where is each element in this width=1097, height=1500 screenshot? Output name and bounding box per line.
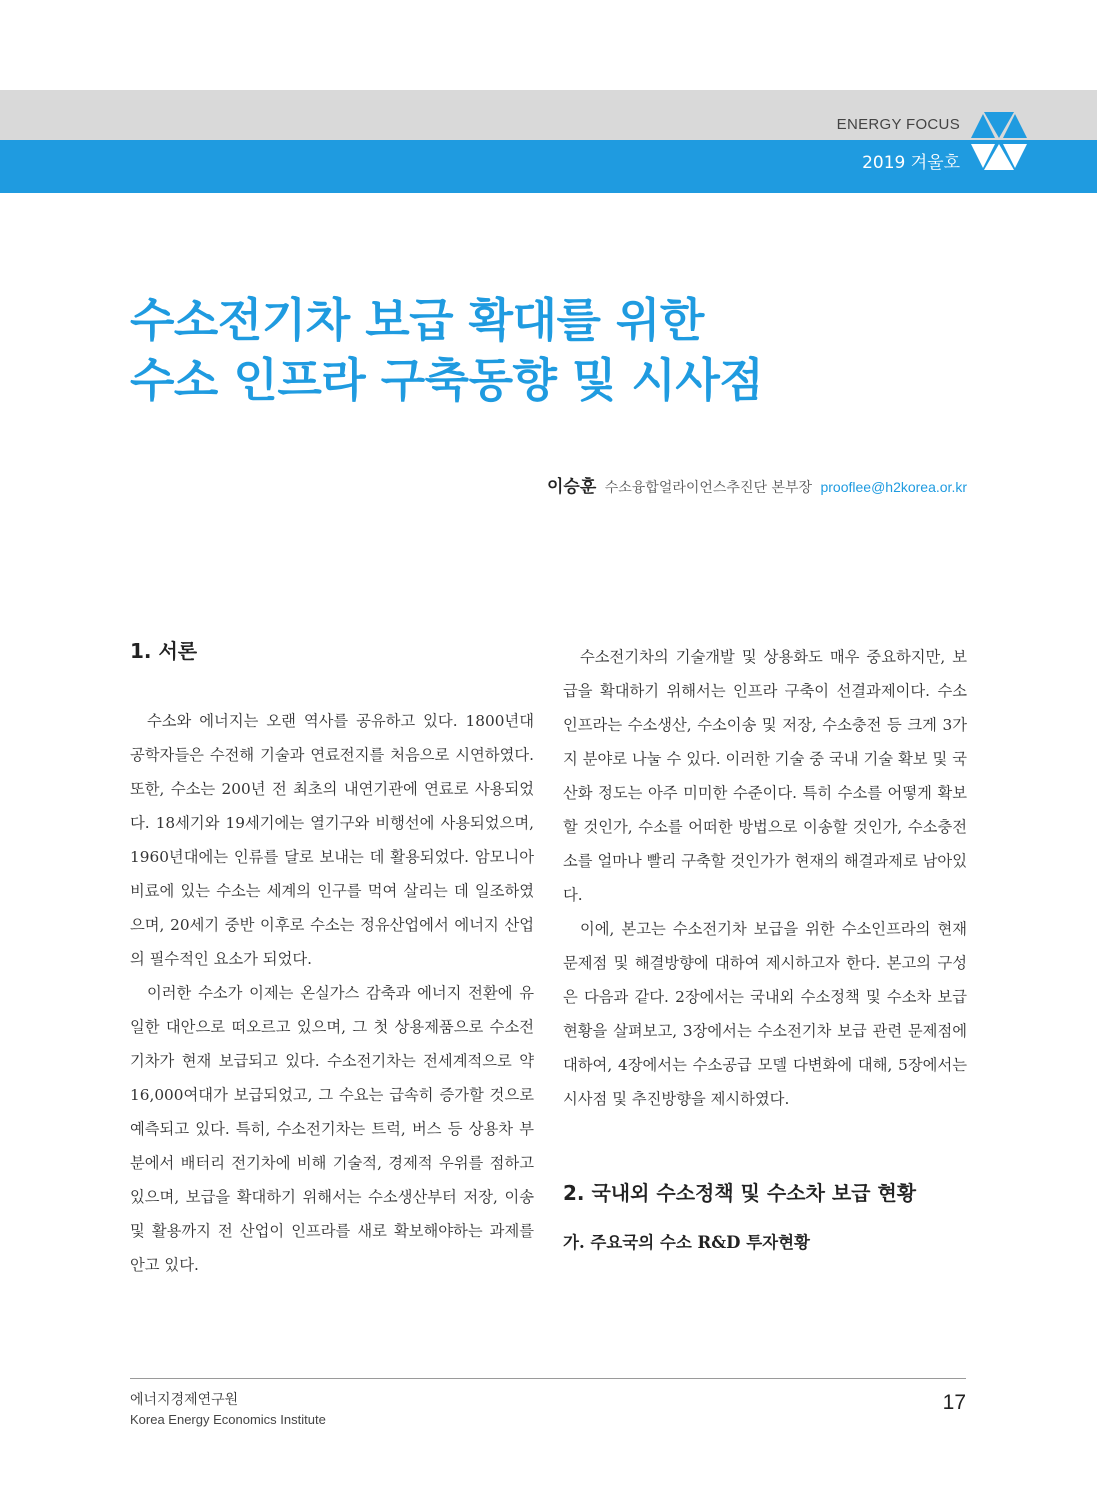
triangle-logo-icon <box>968 108 1030 172</box>
page-number: 17 <box>942 1391 966 1414</box>
author-affiliation: 수소융합얼라이언스추진단 본부장 <box>604 480 813 496</box>
section-heading-policy: 2. 국내외 수소정책 및 수소차 보급 현황 <box>563 1181 917 1205</box>
footer-institute-en: Korea Energy Economics Institute <box>130 1412 326 1427</box>
author-email[interactable]: prooflee@h2korea.or.kr <box>820 479 967 495</box>
author-line <box>547 472 967 497</box>
intro-paragraph-4: 이에, 본고는 수소전기차 보급을 위한 수소인프라의 현재 문제점 및 해결방향에 대하여 제시하고자 한다. 본고의 구성은 다음과 같다. 2장에서는 국내외 수소정책 및 수소차 보급현황을 살펴보고, 3장에서는 수소전기차 보급 관련 문제점에 대하여, 4장에서는 수소공급 모델 다변화에 대해, 5장에서는 시사점 및 추진방향을 제시하였다. <box>563 920 967 1108</box>
publication-name: ENERGY FOCUS <box>836 116 960 133</box>
footer-institute-kr: 에너지경제연구원 <box>130 1392 239 1408</box>
intro-paragraph-2: 이러한 수소가 이제는 온실가스 감축과 에너지 전환에 유일한 대안으로 떠오르고 있으며, 그 첫 상용제품으로 수소전기차가 현재 보급되고 있다. 수소전기차는 전세계적으로 약 16,000여대가 보급되었고, 그 수요는 급속히 증가할 것으로 예측되고 있다. 특히, 수소전기차는 트럭, 버스 등 상용차 부분에서 배터리 전기차에 비해 기술적, 경제적 우위를 점하고 있으며, 보급을 확대하기 위해서는 수소생산부터 저장, 이송 및 활용까지 전 산업이 인프라를 새로 확보해야하는 과제를 안고 있다. <box>130 984 534 1274</box>
author-name: 이승훈 <box>546 477 597 497</box>
title-line-2: 수소 인프라 구축동향 및 시사점 <box>130 353 764 407</box>
right-column <box>563 640 967 1260</box>
subsection-heading-rd: 가. 주요국의 수소 R&D 투자현황 <box>563 1233 810 1252</box>
intro-paragraph-3: 수소전기차의 기술개발 및 상용화도 매우 중요하지만, 보급을 확대하기 위해서는 인프라 구축이 선결과제이다. 수소 인프라는 수소생산, 수소이송 및 저장, 수소충전 등 크게 3가지 분야로 나눌 수 있다. 이러한 기술 중 국내 기술 확보 및 국산화 정도는 아주 미미한 수준이다. 특히 수소를 어떻게 확보할 것인가, 수소를 어떠한 방법으로 이송할 것인가, 수소충전소를 얼마나 빨리 구축할 것인가가 현재의 해결과제로 남아있다. <box>563 648 967 904</box>
section-heading-intro: 1. 서론 <box>130 639 198 663</box>
footer-divider <box>130 1378 966 1379</box>
intro-paragraph-1: 수소와 에너지는 오랜 역사를 공유하고 있다. 1800년대 공학자들은 수전해 기술과 연료전지를 처음으로 시연하였다. 또한, 수소는 200년 전 최초의 내연기관에 연료로 사용되었다. 18세기와 19세기에는 열기구와 비행선에 사용되었으며, 1960년대에는 인류를 달로 보내는 데 활용되었다. 암모니아 비료에 있는 수소는 세계의 인구를 먹여 살리는 데 일조하였으며, 20세기 중반 이후로 수소는 정유산업에서 에너지 산업의 필수적인 요소가 되었다. <box>130 712 534 968</box>
left-column <box>130 640 534 1282</box>
issue-label: 2019 겨울호 <box>862 153 960 173</box>
title-line-1: 수소전기차 보급 확대를 위한 <box>130 293 704 347</box>
article-title <box>130 290 763 410</box>
